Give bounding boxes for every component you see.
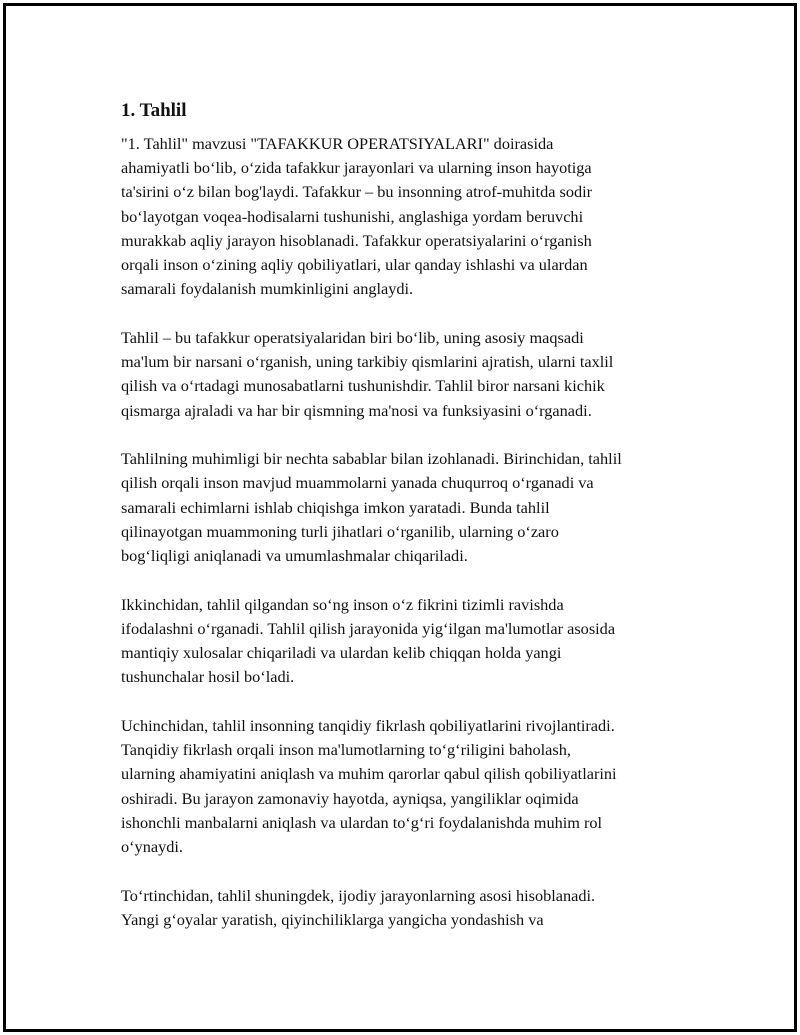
section-heading: 1. Tahlil (121, 100, 187, 121)
paragraph-4: Ikkinchidan, tahlil qilgandan so‘ng inson o‘z fikrini tizimli ravishda ifodalashni o‘rganadi. Tahlil qilish jarayonida yig‘ilgan ma'lumotlar asosida mantiqiy xulosalar chiqariladi va ulardan kelib chiqqan holda yangi tushunchalar hosil bo‘ladi. (121, 594, 616, 687)
paragraph-3: Tahlilning muhimligi bir nechta sabablar bilan izohlanadi. Birinchidan, tahlil qilish orqali inson mavjud muammolarni yanada chuqurroq o‘rganadi va samarali echimlarni ishlab chiqishga imkon yaratadi. Bunda tahlil qilinayotgan muammoning turli jihatlari o‘rganilib, ularning o‘zaro bog‘liqligi aniqlanadi va umumlashmalar chiqariladi. (121, 449, 622, 566)
paragraph-5: Uchinchidan, tahlil insonning tanqidiy fikrlash qobiliyatlarini rivojlantiradi. Tanqidiy fikrlash orqali inson ma'lumotlarning to‘g‘riligini baholash, ularning ahamiyatini aniqlash va muhim qarorlar qabul qilish qobiliyatlarini oshiradi. Bu jarayon zamonaviy hayotda, ayniqsa, yangiliklar oqimida ishonchli manbalarni aniqlash va ulardan to‘g‘ri foydalanishda muhim rol o‘ynaydi. (121, 716, 617, 857)
paragraph-2: Tahlil – bu tafakkur operatsiyalaridan biri bo‘lib, uning asosiy maqsadi ma'lum bir narsani o‘rganish, uning tarkibiy qismlarini ajratish, ularni taxlil qilish va o‘rtadagi munosabatlarni tushunishdir. Tahlil biror narsani kichik qismarga ajraladi va har bir qismning ma'nosi va funksiyasini o‘rganadi. (121, 327, 614, 420)
document-body (121, 98, 711, 957)
paragraph-6: To‘rtinchidan, tahlil shuningdek, ijodiy jarayonlarning asosi hisoblanadi. Yangi g‘oyalar yaratish, qiyinchiliklarga yangicha yondashish va (121, 885, 596, 929)
document-page (3, 3, 797, 1032)
paragraph-1: "1. Tahlil" mavzusi "TAFAKKUR OPERATSIYALARI" doirasida ahamiyatli bo‘lib, o‘zida tafakkur jarayonlari va ularning inson hayotiga ta'sirini o‘z bilan bog'laydi. Tafakkur – bu insonning atrof-muhitda sodir bo‘layotgan voqea-hodisalarni tushunishi, anglashiga yordam beruvchi murakkab aqliy jarayon hisoblanadi. Tafakkur operatsiyalarini o‘rganish orqali inson o‘zining aqliy qobiliyatlari, ular qanday ishlashi va ulardan samarali foydalanish mumkinligini anglaydi. (121, 134, 593, 299)
